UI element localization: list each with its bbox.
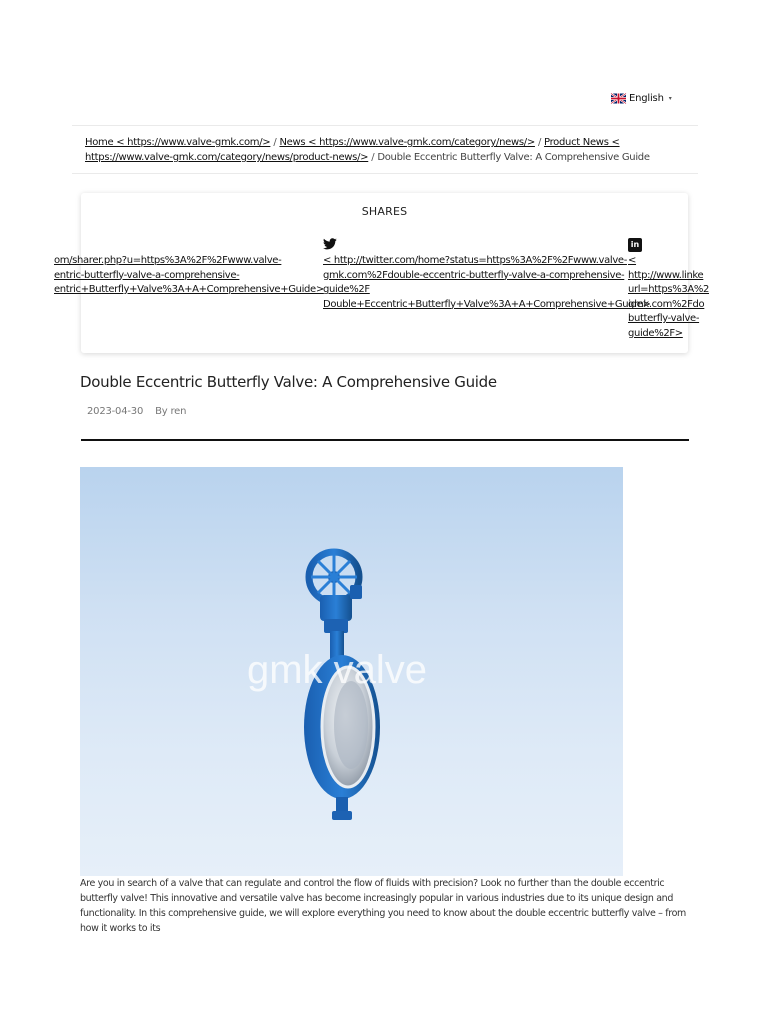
language-selector[interactable]	[611, 93, 672, 104]
post-author: By ren	[155, 406, 187, 417]
post-title: Double Eccentric Butterfly Valve: A Comprehensive Guide	[80, 373, 497, 391]
linkedin-icon[interactable]: in	[628, 238, 642, 252]
language-label: English	[629, 93, 664, 104]
twitter-share-link[interactable]: < http://twitter.com/home?status=https%3A%2F%2Fwww.valve- gmk.com%2Fdouble-eccentric-butterfly-valve-a-comprehensive- guide%2F Double+Eccentric+Butterfly+Valve%3A+A+Comprehensive+Guide>	[323, 255, 651, 310]
chevron-down-icon: ▾	[668, 95, 672, 102]
breadcrumb-product-news-link[interactable]: Product News <	[544, 137, 620, 148]
title-divider	[81, 439, 689, 441]
twitter-icon[interactable]	[323, 238, 337, 250]
breadcrumb-home-link[interactable]: Home < https://www.valve-gmk.com/>	[85, 137, 271, 148]
intro-paragraph: Are you in search of a valve that can regulate and control the flow of fluids with precision? Look no further than the double eccentric butterfly valve! This innovative and versatile valve has become increasingly popular in various industries due to its unique design and functionality. In this comprehensive guide, we will explore everything you need to know about the double eccentric butterfly valve – from how it works to its	[80, 878, 686, 934]
breadcrumb-product-news-url[interactable]: https://www.valve-gmk.com/category/news/product-news/>	[85, 152, 369, 163]
breadcrumb-separator: /	[537, 137, 542, 148]
facebook-share-link[interactable]: om/sharer.php?u=https%3A%2F%2Fwww.valve- entric-butterfly-valve-a-comprehensive- entric+Butterfly+Valve%3A+A+Comprehensive+Guide>	[54, 255, 324, 295]
share-panel	[54, 193, 710, 353]
breadcrumb-news-link[interactable]: News < https://www.valve-gmk.com/category/news/>	[279, 137, 535, 148]
uk-flag-icon	[611, 93, 626, 104]
shares-heading: SHARES	[361, 205, 408, 218]
breadcrumb-separator: /	[371, 152, 375, 163]
linkedin-share-link[interactable]: < http://www.linke url=https%3A%2 gmk.com%2Fdo butterfly-valve- guide%2F>	[628, 255, 710, 339]
post-date: 2023-04-30	[87, 406, 144, 417]
hero-image	[80, 467, 623, 876]
butterfly-valve-illustration	[80, 467, 623, 876]
post-meta	[87, 406, 186, 417]
breadcrumb-current: Double Eccentric Butterfly Valve: A Comprehensive Guide	[377, 152, 650, 163]
breadcrumb-separator: /	[273, 137, 277, 148]
breadcrumb	[72, 125, 698, 174]
watermark: gmk valve	[246, 648, 428, 692]
